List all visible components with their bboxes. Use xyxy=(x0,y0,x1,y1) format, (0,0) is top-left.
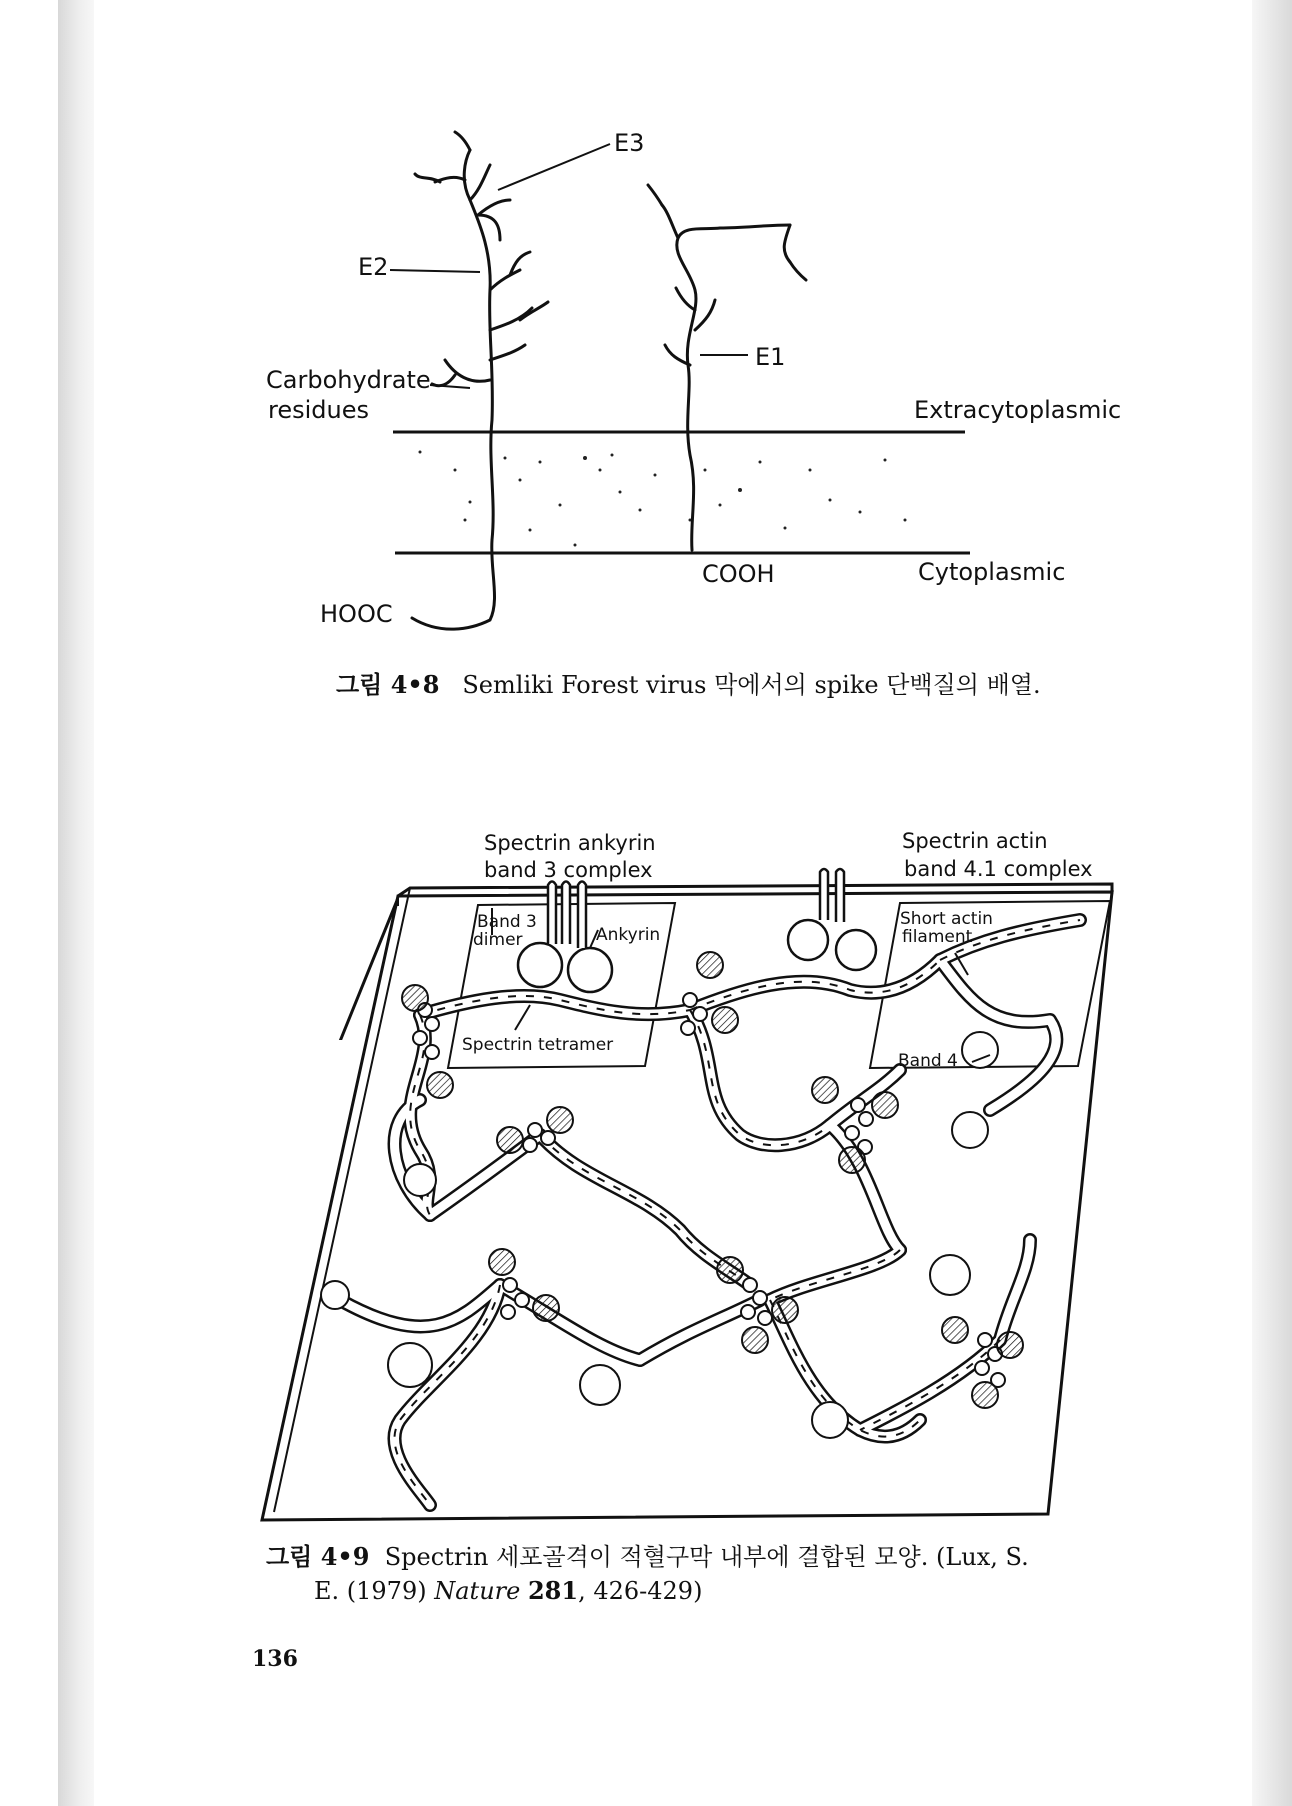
hooc-label: HOOC xyxy=(320,600,393,628)
citation-journal: Nature xyxy=(434,1577,521,1605)
ankyrin-label: Ankyrin xyxy=(596,925,661,945)
e1-label: E1 xyxy=(755,343,786,371)
figure-4-8-number: 그림 4•8 xyxy=(336,670,440,699)
page-number: 136 xyxy=(252,1646,298,1672)
spectrin-tetramer-label: Spectrin tetramer xyxy=(462,1035,614,1055)
band3-dimer-label-line2: dimer xyxy=(473,930,523,950)
short-actin-label-line2: filament xyxy=(902,927,973,947)
citation-volume: 281 xyxy=(527,1576,579,1605)
figure-4-9-caption xyxy=(266,1540,1126,1608)
figure-4-9-caption-line1 xyxy=(266,1540,1126,1574)
citation-pages: , 426-429) xyxy=(578,1577,703,1605)
ankyrin-complex-label-line2: band 3 complex xyxy=(484,858,653,882)
citation-prefix: E. (1979) xyxy=(314,1577,427,1605)
carbohydrate-label-line2: residues xyxy=(268,396,369,424)
figure-4-9-number: 그림 4•9 xyxy=(266,1542,370,1571)
e3-label: E3 xyxy=(614,129,645,157)
short-actin-label-line1: Short actin xyxy=(900,909,993,929)
ankyrin-complex-label-line1: Spectrin ankyrin xyxy=(484,831,656,855)
band3-dimer-label-line1: Band 3 xyxy=(477,912,537,932)
carbohydrate-label-line1: Carbohydrate xyxy=(266,366,431,394)
extracytoplasmic-label: Extracytoplasmic xyxy=(914,396,1122,424)
cytoplasmic-label: Cytoplasmic xyxy=(918,558,1066,586)
actin-complex-label-line2: band 4.1 complex xyxy=(904,857,1093,881)
band4-label: Band 4 xyxy=(898,1051,958,1071)
e2-label: E2 xyxy=(358,253,389,281)
cooh-label: COOH xyxy=(702,560,775,588)
figure-4-9-caption-line2 xyxy=(266,1574,1126,1608)
figure-4-9-caption-text: Spectrin 세포골격이 적혈구막 내부에 결합된 모양. (Lux, S. xyxy=(384,1543,1029,1571)
actin-complex-label-line1: Spectrin actin xyxy=(902,829,1048,853)
figure-4-8-caption-text: Semliki Forest virus 막에서의 spike 단백질의 배열. xyxy=(462,671,1041,699)
